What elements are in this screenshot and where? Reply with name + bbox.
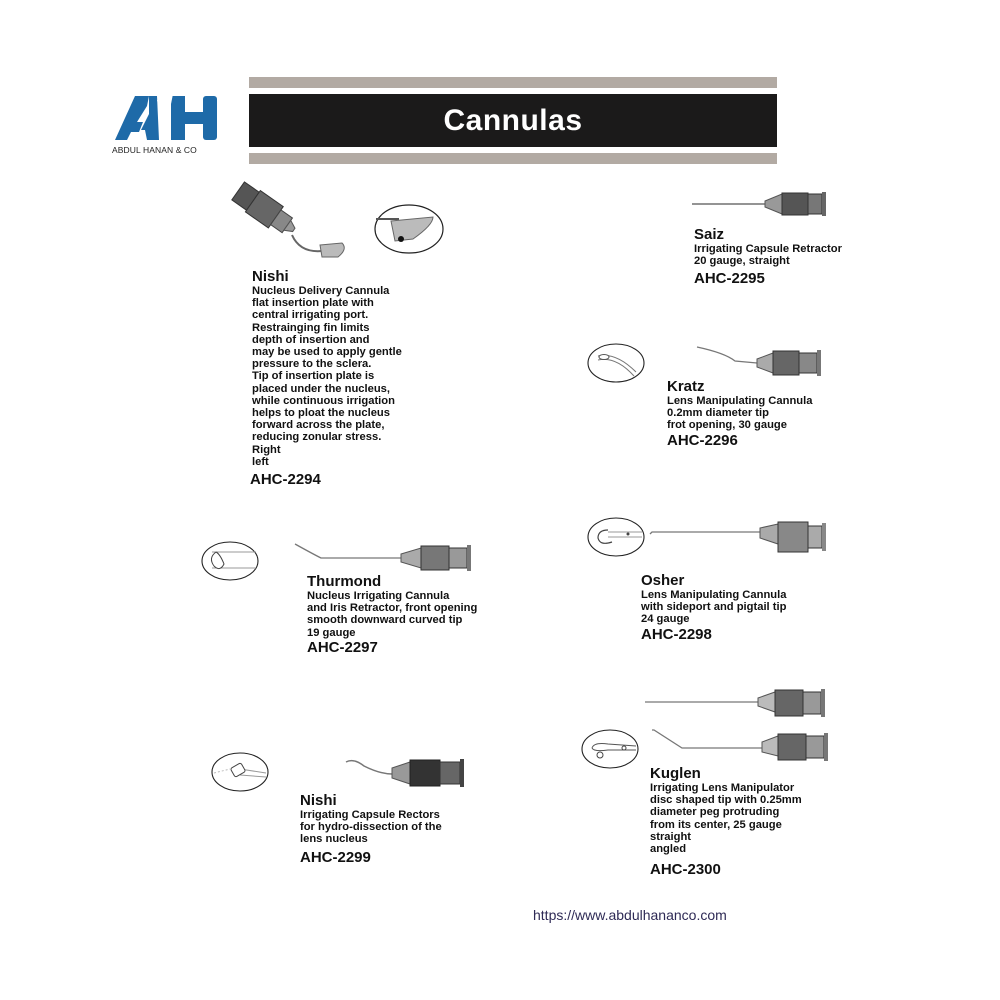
product-code: AHC-2297 — [307, 638, 378, 656]
product-card-ahc-2298 — [641, 572, 786, 644]
product-card-ahc-2299 — [300, 792, 442, 867]
product-code: AHC-2296 — [667, 431, 738, 449]
product-card-ahc-2294 — [252, 268, 402, 468]
product-card-ahc-2300 — [650, 765, 802, 879]
page-title: Cannulas — [443, 103, 583, 137]
product-description: Nucleus Delivery Cannula flat insertion plate with central irrigating port. Restrainging fin limits depth of insertion and may be used to apply gentle pressure to the sclera. Tip of insertion plate is placed under the nucleus, while continuous irrigation helps to ploat the nucleus forward across the plate, reducing zonular stress. Right left — [252, 285, 402, 468]
product-name: Osher — [641, 572, 685, 589]
product-description: Lens Manipulating Cannula 0.2mm diameter tip frot opening, 30 gauge — [667, 395, 813, 432]
product-code: AHC-2295 — [694, 270, 765, 288]
product-description: Irrigating Capsule Rectors for hydro-dissection of the lens nucleus — [300, 809, 442, 846]
product-code: AHC-2294 — [250, 471, 321, 488]
product-name: Kratz — [667, 378, 705, 395]
product-description: Irrigating Capsule Retractor 20 gauge, straight — [694, 243, 842, 268]
cannula-image-osher — [648, 520, 833, 556]
tip-detail-kuglen — [580, 728, 640, 770]
cannula-image-nishi-delivery — [230, 185, 360, 260]
product-description: Lens Manipulating Cannula with sideport and pigtail tip 24 gauge — [641, 589, 787, 626]
product-name: Nishi — [300, 792, 337, 809]
website-link[interactable]: https://www.abdulhananco.com — [533, 907, 727, 923]
product-code: AHC-2299 — [300, 848, 371, 866]
tip-detail-kratz — [586, 342, 646, 384]
ah-logo-icon — [113, 92, 223, 142]
product-card-ahc-2296 — [667, 378, 812, 450]
product-card-ahc-2295 — [694, 226, 842, 288]
product-description: Irrigating Lens Manipulator disc shaped tip with 0.25mm diameter peg protruding from its center, 25 gauge straight angled — [650, 782, 802, 856]
product-name: Nishi — [252, 268, 289, 285]
tip-detail-nishi-delivery — [373, 203, 445, 255]
product-name: Kuglen — [650, 765, 701, 782]
product-code: AHC-2298 — [641, 625, 712, 643]
cannula-image-saiz — [690, 188, 835, 223]
header-stripe-top — [249, 77, 777, 88]
tip-detail-nishi-rectors — [210, 751, 270, 793]
header-banner — [249, 94, 777, 147]
cannula-image-kuglen-straight — [643, 688, 833, 718]
cannula-image-kuglen-angled — [650, 726, 835, 762]
product-code: AHC-2300 — [650, 861, 721, 879]
product-description: Nucleus Irrigating Cannula and Iris Retractor, front opening smooth downward curved tip 19 gauge — [307, 590, 478, 639]
tip-detail-thurmond — [200, 540, 260, 582]
company-name: ABDUL HANAN & CO — [112, 145, 197, 155]
header-stripe-bottom — [249, 153, 777, 164]
product-name: Saiz — [694, 226, 725, 243]
tip-detail-osher — [586, 516, 646, 558]
product-card-ahc-2297 — [307, 573, 477, 657]
cannula-image-nishi-rectors — [344, 756, 474, 790]
product-name: Thurmond — [307, 573, 382, 590]
